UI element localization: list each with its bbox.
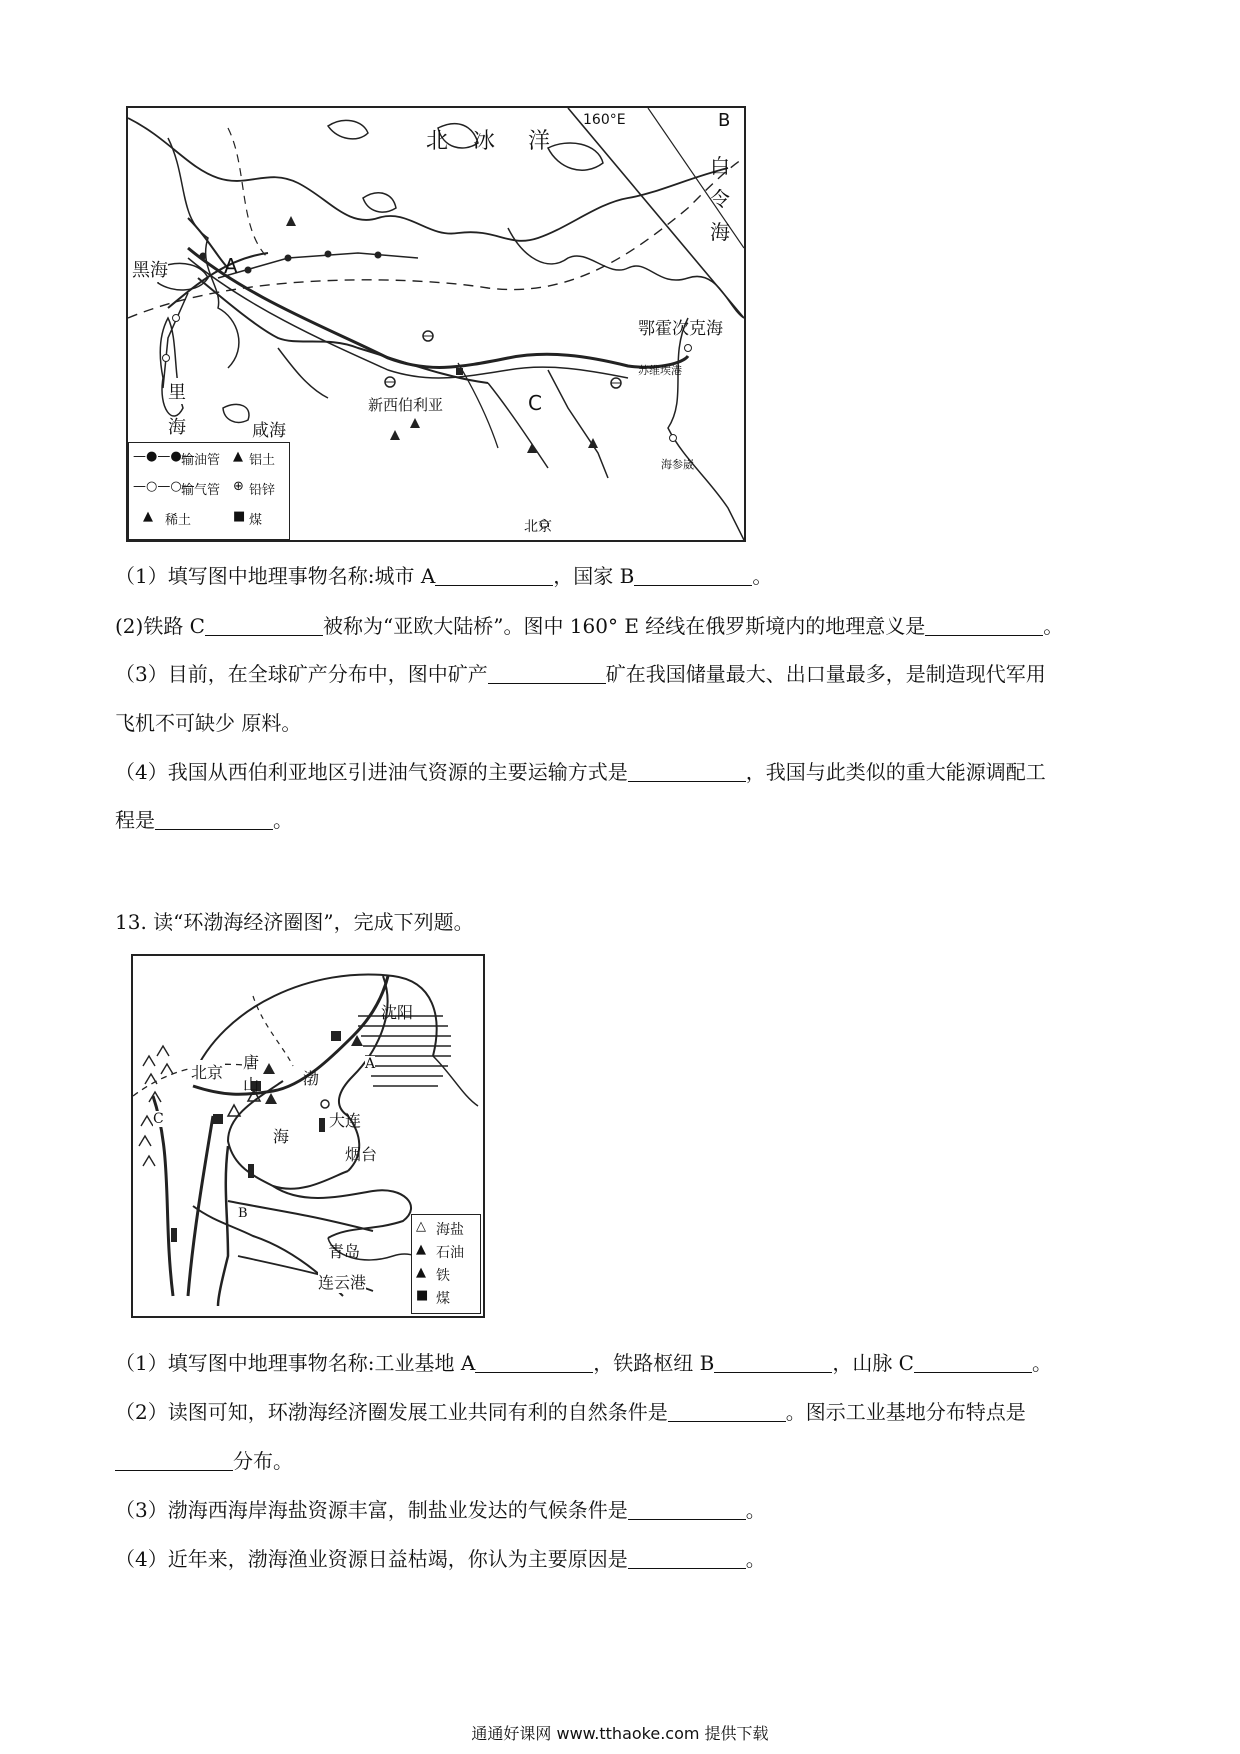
legend-bauxite-label: 铝土 [249, 453, 276, 468]
siberia-map-legend [128, 442, 290, 540]
answer-blank-energy-project[interactable] [155, 809, 273, 830]
caspian-sea-label-2: 海 [168, 417, 186, 438]
bohai-label-2: 海 [273, 1127, 290, 1146]
q13-part1: （1）填写图中地理事物名称:工业基地 A ，铁路枢纽 B ，山脉 C 。 [115, 1351, 1052, 1375]
bohai-map-legend [411, 1214, 481, 1314]
caspian-sea-label-1: 里 [168, 378, 186, 404]
answer-blank-climate[interactable] [628, 1499, 746, 1520]
answer-blank-city-a[interactable] [435, 565, 553, 586]
answer-blank-mountain-c[interactable] [914, 1352, 1032, 1373]
q12-part1: （1）填写图中地理事物名称:城市 A ，国家 B 。 [115, 564, 773, 588]
legend-oil-symbol: ▲ [416, 1242, 426, 1257]
q12-part2: (2)铁路 C 被称为“亚欧大陆桥”。图中 160° E 经线在俄罗斯境内的地理意义是 。 [115, 614, 1064, 638]
bohai-map [131, 954, 485, 1318]
legend-sea-salt-symbol: △ [416, 1219, 426, 1234]
industrial-base-a-label: A [365, 1056, 376, 1072]
legend-coal-symbol: ■ [233, 509, 246, 524]
answer-blank-industrial-base-a[interactable] [475, 1352, 593, 1373]
answer-blank-country-b[interactable] [634, 565, 752, 586]
legend-sea-salt-label: 海盐 [436, 1222, 464, 1238]
beijing-label-2: 北京 [191, 1060, 223, 1083]
arctic-ocean-label-3: 洋 [528, 129, 551, 154]
q13-part3: （3）渤海西海岸海盐资源丰富，制盐业发达的气候条件是 。 [115, 1498, 766, 1522]
legend-rare-earth-label: 稀土 [165, 513, 192, 528]
okhotsk-sea-label: 鄂霍次克海 [638, 319, 723, 339]
legend-bauxite-symbol: ▲ [233, 449, 243, 464]
answer-blank-fishery-reason[interactable] [628, 1548, 746, 1569]
legend-rare-earth-symbol: ▲ [143, 509, 153, 524]
legend-oil-pipeline-label: 输油管 [181, 453, 221, 468]
vladivostok-label: 海参崴 [661, 458, 694, 471]
shenyang-label: 沈阳 [381, 1003, 414, 1022]
country-b-label: B [718, 110, 731, 131]
q12-part4-cont: 程是 。 [115, 808, 293, 832]
q12-part3-cont: 飞机不可缺少 原料。 [115, 711, 302, 735]
beijing-label: 北京 [524, 519, 552, 535]
bering-sea-label-2: 令 [710, 187, 730, 211]
page-footer: 通通好课网 www.tthaoke.com 提供下载 [471, 1724, 769, 1743]
novosibirsk-label: 新西伯利亚 [368, 396, 444, 414]
answer-blank-railway-hub-b[interactable] [714, 1352, 832, 1373]
arctic-ocean-label-2: 冰 [473, 129, 496, 154]
answer-blank-transport-mode[interactable] [628, 761, 746, 782]
railway-hub-b-label: B [238, 1206, 248, 1221]
legend-gas-pipeline-label: 输气管 [181, 483, 221, 498]
mountain-c-label: C [153, 1111, 164, 1127]
black-sea-label: 黑海 [132, 256, 168, 282]
sovetskaya-gavan-label: 苏维埃港 [638, 364, 682, 377]
bering-sea-label-1: 白 [710, 154, 730, 178]
bohai-label-1: 渤 [303, 1069, 320, 1088]
legend-oil-pipeline-symbol: —●—●— [133, 449, 195, 464]
legend-iron-symbol: ▲ [416, 1265, 426, 1280]
answer-blank-mineral[interactable] [488, 663, 606, 684]
legend-iron-label: 铁 [436, 1268, 450, 1284]
q13-title: 13. 读“环渤海经济圈图”，完成下列题。 [115, 910, 474, 934]
legend-oil-label: 石油 [436, 1245, 464, 1261]
q13-part2: （2）读图可知，环渤海经济圈发展工业共同有利的自然条件是 。图示工业基地分布特点是 [115, 1400, 1026, 1424]
siberia-map [126, 106, 746, 542]
answer-blank-natural-conditions[interactable] [668, 1401, 786, 1422]
dalian-label: 大连 [329, 1111, 362, 1130]
tangshan-label-2: 山 [243, 1075, 260, 1094]
legend-lead-zinc-symbol: ⊕ [233, 479, 244, 494]
q13-part4: （4）近年来，渤海渔业资源日益枯竭，你认为主要原因是 。 [115, 1547, 766, 1571]
legend-coal-label-2: 煤 [436, 1291, 450, 1307]
longitude-160e-label: 160°E [583, 112, 626, 128]
yantai-label: 烟台 [345, 1145, 378, 1164]
answer-blank-distribution[interactable] [115, 1450, 233, 1471]
arctic-ocean-label-1: 北 [426, 129, 449, 154]
aral-sea-label: 咸海 [252, 421, 286, 441]
answer-blank-160e-meaning[interactable] [925, 615, 1043, 636]
q13-part2-cont: 分布。 [115, 1447, 293, 1475]
legend-coal-symbol-2: ■ [416, 1288, 429, 1303]
q12-part3: （3）目前，在全球矿产分布中，图中矿产 矿在我国储量最大、出口量最多，是制造现代军用 [115, 662, 1046, 686]
bering-sea-label-3: 海 [710, 220, 730, 244]
lianyungang-label: 连云港 [318, 1270, 366, 1293]
q12-part4: （4）我国从西伯利亚地区引进油气资源的主要运输方式是 ，我国与此类似的重大能源调配工 [115, 760, 1046, 784]
legend-coal-label: 煤 [249, 513, 263, 528]
legend-gas-pipeline-symbol: —○—○— [133, 479, 195, 494]
answer-blank-railway-c[interactable] [205, 615, 323, 636]
legend-lead-zinc-label: 铅锌 [249, 483, 276, 498]
railway-c-label: C [528, 391, 542, 415]
city-a-label: A [224, 254, 238, 278]
tangshan-label-1: 唐 [243, 1053, 260, 1072]
qingdao-label: 青岛 [328, 1242, 361, 1261]
